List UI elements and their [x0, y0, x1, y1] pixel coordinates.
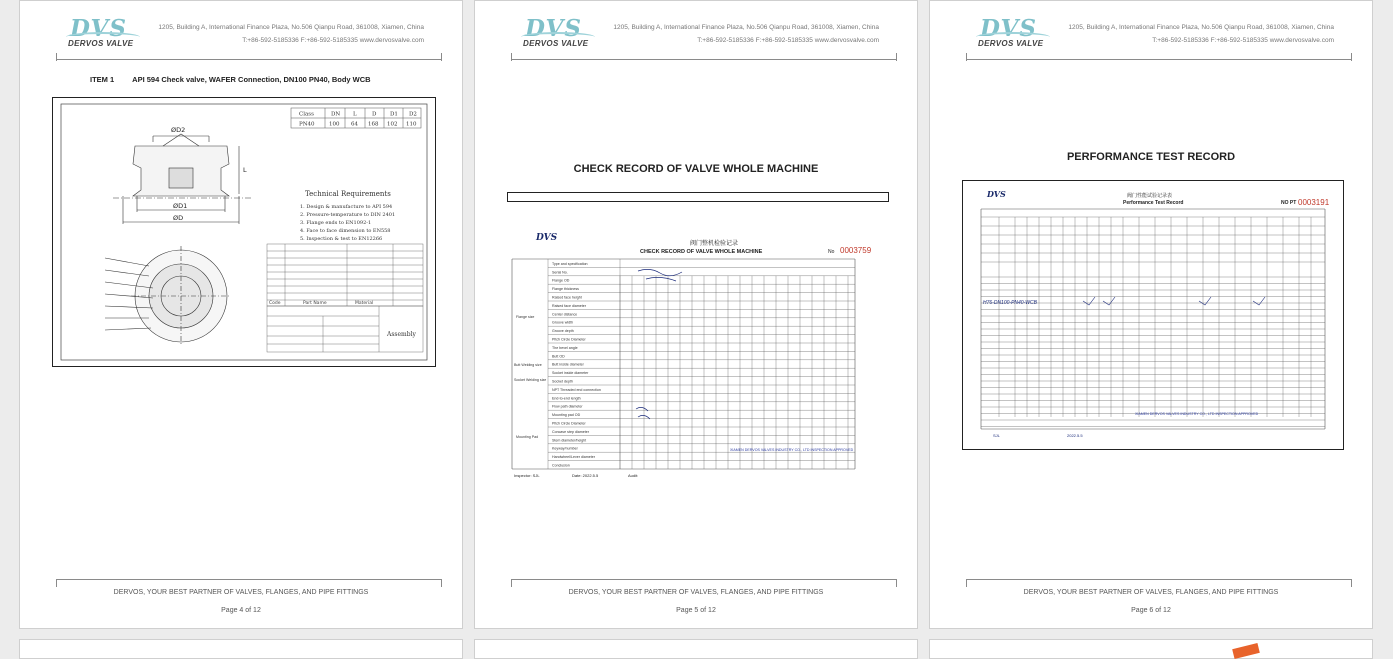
header-tick: [511, 53, 512, 61]
footer-slogan: DERVOS, YOUR BEST PARTNER OF VALVES, FLANGES, AND PIPE FITTINGS: [1023, 589, 1279, 596]
dim-label-d2: ØD2: [171, 126, 186, 134]
next-page-stub: [929, 639, 1373, 659]
tech-requirement: 1. Design & manufacture to API 594: [300, 204, 393, 210]
check-row-label: Pitch Circle Diameter: [552, 421, 586, 426]
item-heading: [90, 75, 371, 84]
document-page-6: [929, 0, 1373, 629]
dim-cell: 110: [406, 121, 417, 128]
check-row-label: Mounting pad OD: [552, 413, 581, 418]
document-page-4: [19, 0, 463, 629]
dim-cell: PN40: [299, 121, 315, 128]
scan-logo: DVS: [536, 233, 558, 243]
scan-serial-number: 0003759: [840, 246, 872, 255]
tech-requirement: 5. Inspection & test to EN12266: [300, 236, 383, 242]
dim-header: DN: [331, 111, 341, 118]
inspection-stamp: XIAMEN DERVOS VALVES INDUSTRY CO., LTD INSPECTION APPROVED: [730, 448, 854, 452]
check-row-label: Serial No.: [552, 270, 568, 275]
check-row-label: The bevel angle: [552, 345, 578, 350]
logo-mark: DVS: [980, 15, 1037, 42]
handwriting-marks: [636, 269, 682, 419]
check-row-label: Handwheel/Lever diameter: [552, 455, 595, 460]
dervos-logo: [66, 15, 156, 51]
tech-requirement: 2. Pressure-temperature to DIN 2401: [300, 212, 396, 218]
scanned-performance-record: [962, 180, 1344, 450]
bom-header-part: Part Name: [303, 301, 327, 306]
logo-mark: DVS: [70, 15, 127, 42]
dim-cell: 168: [368, 121, 379, 128]
next-page-stub: [19, 639, 463, 659]
scan-no-label: No: [828, 249, 835, 255]
check-row-label: Butt OD: [552, 354, 565, 359]
tech-requirements-title: Technical Requirements: [305, 190, 391, 198]
audit-label: Audit:: [628, 473, 639, 478]
company-address: [158, 21, 424, 47]
bom-header-material: Material: [355, 301, 374, 306]
item-description: API 594 Check valve, WAFER Connection, DN100 PN40, Body WCB: [132, 75, 371, 84]
inspector-signature: SJL: [993, 433, 1000, 438]
row-group-label: Flange size: [516, 315, 535, 319]
footer-slogan: DERVOS, YOUR BEST PARTNER OF VALVES, FLANGES, AND PIPE FITTINGS: [113, 589, 369, 596]
footer-tick: [511, 579, 512, 587]
check-row-label: Stem diameter/height: [552, 438, 587, 443]
tech-requirement: 4. Face to face dimension to EN558: [300, 228, 391, 234]
scan-title-cn: 阀门性能试验记录表: [1127, 193, 1173, 199]
date-value: 2022.5.5: [1067, 433, 1083, 438]
engineering-drawing: [52, 97, 436, 367]
scan-no-label: NO PT: [1281, 200, 1297, 206]
dimension-table: [291, 108, 421, 128]
check-row-label: Conclusion: [552, 463, 570, 468]
header-rule: [511, 59, 897, 60]
check-row-label: Raised face height: [552, 295, 582, 300]
footer-rule: [966, 579, 1352, 580]
footer-rule: [56, 579, 442, 580]
valve-side-view: [113, 134, 253, 224]
footer-tick: [1351, 579, 1352, 587]
footer-tick: [56, 579, 57, 587]
contact-line: T:+86-592-5185336 F:+86-592-5185335 www.dervosvalve.com: [1152, 37, 1334, 44]
footer-rule: [511, 579, 897, 580]
contact-line: T:+86-592-5185336 F:+86-592-5185335 www.dervosvalve.com: [242, 37, 424, 44]
handwritten-entry: H76-DN100-PN40-WCB: [983, 300, 1037, 306]
check-row-label: Pitch Circle Diameter: [552, 337, 586, 342]
header-rule: [56, 59, 442, 60]
check-row-label: Flow path diameter: [552, 404, 583, 409]
drawing-svg: [53, 98, 435, 366]
check-row-label: Socket depth: [552, 379, 573, 384]
footer-tick: [966, 579, 967, 587]
inspection-stamp: XIAMEN DERVOS VALVES INDUSTRY CO., LTD INSPECTION APPROVED: [1135, 412, 1259, 416]
scan-logo: DVS: [987, 189, 1006, 199]
dim-header: D2: [409, 111, 417, 118]
page-number: Page 6 of 12: [1131, 607, 1171, 614]
check-row-label: End-to-end length: [552, 396, 581, 401]
check-row-label: Keyway/number: [552, 446, 578, 451]
valve-front-view: [105, 246, 231, 346]
item-number: ITEM 1: [90, 75, 115, 84]
page-number: Page 5 of 12: [676, 607, 716, 614]
address-line: 1205, Building A, International Finance Plaza, No.506 Qianpu Road, 361008, Xiamen, China: [613, 24, 879, 31]
title-block-assembly: Assembly: [387, 331, 416, 338]
logo-brand-text: DERVOS VALVE: [68, 39, 134, 48]
dim-label-d: ØD: [173, 214, 184, 222]
header-tick: [1351, 53, 1352, 61]
contact-line: T:+86-592-5185336 F:+86-592-5185335 www.dervosvalve.com: [697, 37, 879, 44]
dim-header: D: [372, 111, 377, 118]
check-row-label: Socket inside diameter: [552, 371, 589, 376]
dim-label-l: L: [243, 166, 247, 174]
company-address: [613, 21, 879, 47]
document-page-5: [474, 0, 918, 629]
header-tick: [56, 53, 57, 61]
check-row-label: Groove width: [552, 320, 574, 325]
logo-mark: DVS: [525, 15, 582, 42]
company-address: [1068, 21, 1334, 47]
inspector-label: Inspector: SJL: [514, 473, 540, 478]
scan-title-en: Performance Test Record: [1123, 200, 1184, 206]
performance-record-grid: [981, 209, 1325, 429]
row-group-label: Mounting Pad: [516, 435, 539, 439]
page-title: PERFORMANCE TEST RECORD: [1066, 151, 1236, 163]
next-page-stub: [474, 639, 918, 659]
tech-requirement: 3. Flange ends to EN1092-1: [300, 220, 372, 226]
empty-frame: [507, 192, 889, 202]
scan-title-cn: 阀门整机检验记录: [690, 241, 739, 247]
check-row-label: Flange OD: [552, 278, 570, 283]
handwritten-checkmarks: [1083, 297, 1265, 305]
check-record-svg: [510, 223, 887, 493]
check-row-label: Raised face diameter: [552, 303, 586, 308]
header-tick: [896, 53, 897, 61]
performance-record-svg: [963, 181, 1343, 449]
scan-title-en: CHECK RECORD OF VALVE WHOLE MACHINE: [640, 249, 763, 255]
logo-brand-text: DERVOS VALVE: [978, 39, 1044, 48]
dervos-logo: [521, 15, 611, 51]
page-title: CHECK RECORD OF VALVE WHOLE MACHINE: [573, 163, 819, 175]
footer-slogan: DERVOS, YOUR BEST PARTNER OF VALVES, FLANGES, AND PIPE FITTINGS: [568, 589, 824, 596]
dim-cell: 100: [329, 121, 340, 128]
logo-brand-text: DERVOS VALVE: [523, 39, 589, 48]
row-group-label: Socket Welding size: [514, 378, 547, 382]
dim-cell: 64: [351, 121, 358, 128]
check-row-label: Type and specification: [552, 261, 588, 266]
header-tick: [441, 53, 442, 61]
scan-serial-number: 0003191: [1298, 198, 1330, 207]
check-row-label: Groove depth: [552, 329, 574, 334]
dim-header: D1: [390, 111, 398, 118]
dervos-logo: [976, 15, 1066, 51]
dim-cell: 102: [387, 121, 398, 128]
address-line: 1205, Building A, International Finance Plaza, No.506 Qianpu Road, 361008, Xiamen, China: [158, 24, 424, 31]
check-row-label: Center distance: [552, 312, 578, 317]
dim-label-d1: ØD1: [173, 202, 188, 210]
dim-header: Class: [299, 111, 314, 118]
footer-tick: [896, 579, 897, 587]
header-tick: [966, 53, 967, 61]
address-line: 1205, Building A, International Finance Plaza, No.506 Qianpu Road, 361008, Xiamen, China: [1068, 24, 1334, 31]
dim-header: L: [353, 111, 357, 118]
footer-tick: [441, 579, 442, 587]
bom-header-code: Code: [269, 301, 281, 306]
row-group-label: Butt Welding size: [514, 363, 542, 367]
check-row-label: Flange thickness: [552, 287, 579, 292]
page-number: Page 4 of 12: [221, 607, 261, 614]
scanned-check-record: [510, 223, 887, 493]
date-label: Date: 2022.5.5: [572, 473, 599, 478]
check-row-label: NPT Threaded end connection: [552, 387, 601, 392]
check-row-label: Concave step diameter: [552, 429, 589, 434]
header-rule: [966, 59, 1352, 60]
check-row-label: Butt inside diameter: [552, 362, 584, 367]
